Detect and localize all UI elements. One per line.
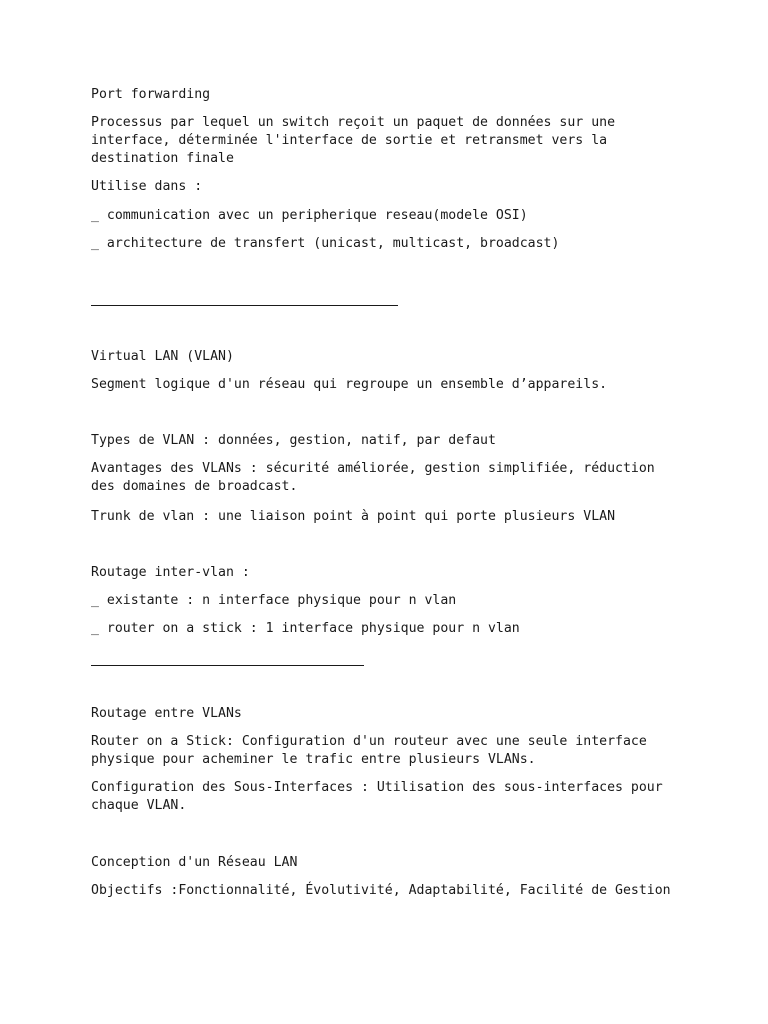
- separator-line: [91, 665, 364, 666]
- port-forwarding-definition: Processus par lequel un switch reçoit un paquet de données sur une interface, déterminée l'interface de sortie et retransmet vers la destination finale: [91, 115, 623, 166]
- router-on-a-stick-text: Router on a Stick: Configuration d'un routeur avec une seule interface physique pour acheminer le trafic entre plusieurs VLANs.: [91, 734, 655, 767]
- section-title-lan-design: Conception d'un Réseau LAN: [91, 855, 298, 870]
- section-title-vlan: Virtual LAN (VLAN): [91, 349, 234, 364]
- vlan-advantages: Avantages des VLANs : sécurité améliorée, gestion simplifiée, réduction des domaines de broadcast.: [91, 461, 663, 494]
- inter-vlan-item: _ router on a stick : 1 interface physique pour n vlan: [91, 621, 520, 636]
- port-forwarding-use-item: _ architecture de transfert (unicast, multicast, broadcast): [91, 236, 560, 251]
- vlan-types: Types de VLAN : données, gestion, natif, par defaut: [91, 433, 496, 448]
- section-title-inter-vlan: Routage inter-vlan :: [91, 565, 250, 580]
- lan-design-objectives: Objectifs :Fonctionnalité, Évolutivité, Adaptabilité, Facilité de Gestion: [91, 883, 671, 898]
- section-title-port-forwarding: Port forwarding: [91, 87, 211, 102]
- section-title-routing-between-vlans: Routage entre VLANs: [91, 706, 242, 721]
- subinterfaces-text: Configuration des Sous-Interfaces : Utilisation des sous-interfaces pour chaque VLAN.: [91, 780, 671, 813]
- port-forwarding-use-item: _ communication avec un peripherique reseau(modele OSI): [91, 208, 528, 223]
- inter-vlan-item: _ existante : n interface physique pour n vlan: [91, 593, 457, 608]
- vlan-trunk: Trunk de vlan : une liaison point à point qui porte plusieurs VLAN: [91, 509, 616, 524]
- separator-line: [91, 305, 398, 306]
- vlan-definition: Segment logique d'un réseau qui regroupe un ensemble d’appareils.: [91, 377, 608, 392]
- port-forwarding-uses-label: Utilise dans :: [91, 179, 203, 194]
